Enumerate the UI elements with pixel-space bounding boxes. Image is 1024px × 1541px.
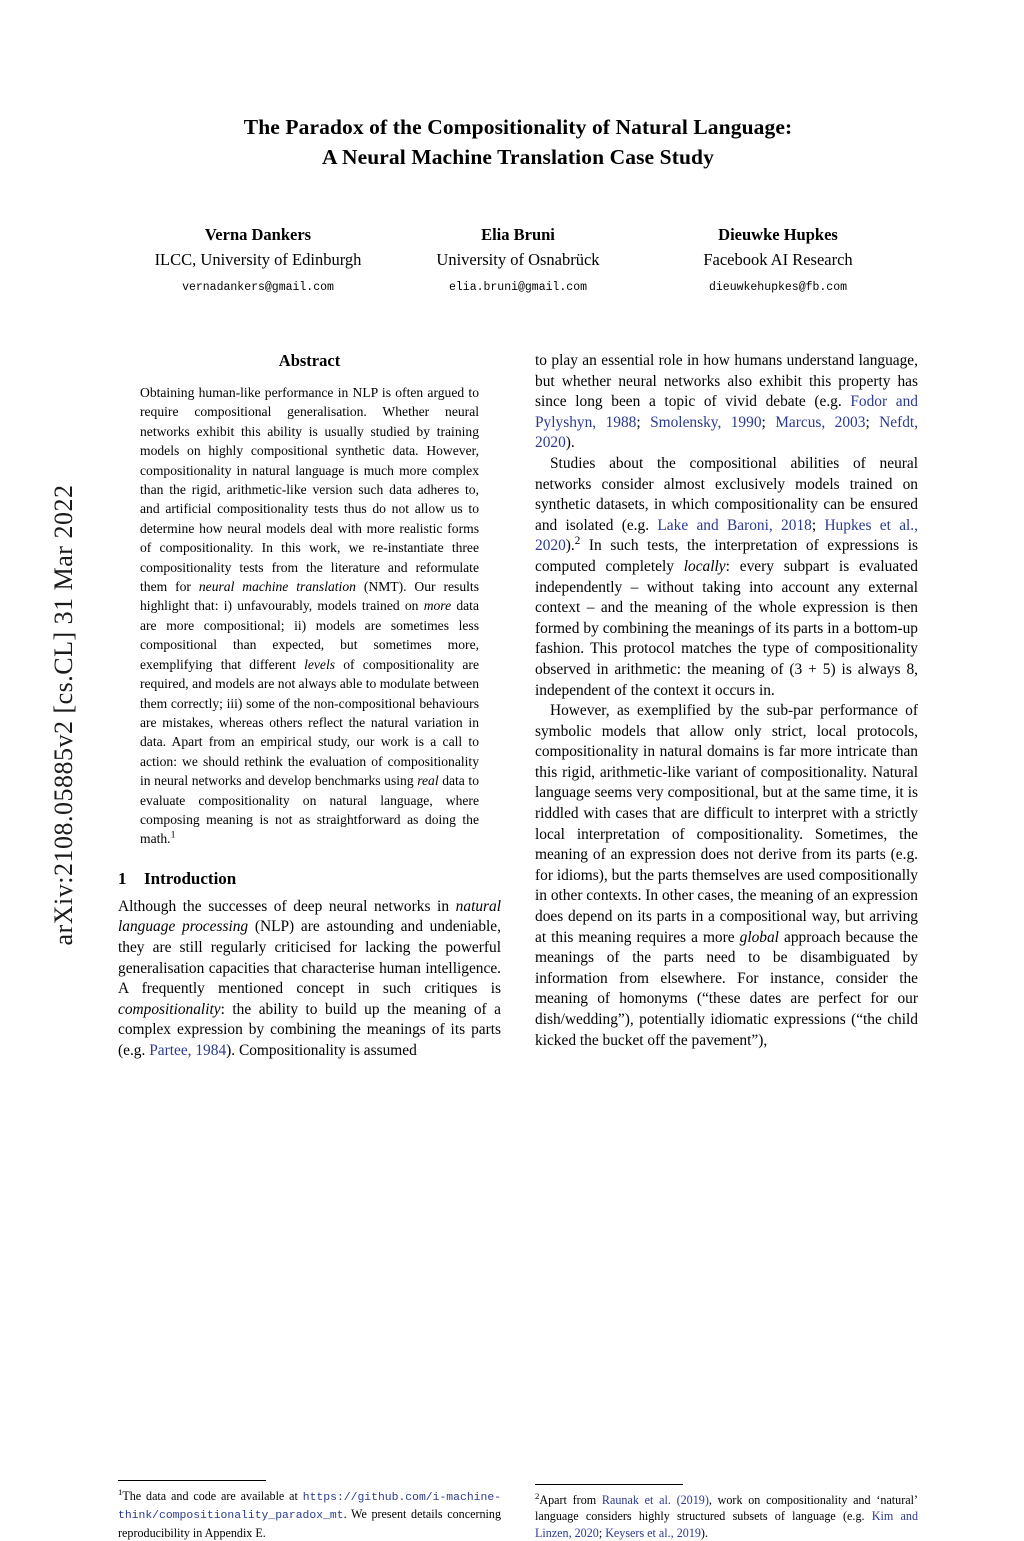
text-run: is always [835,660,907,678]
right-column [535,351,918,1541]
abstract-emph: more [423,598,452,614]
text-run: Although the successes of deep neural networks in [118,897,456,915]
citation-link[interactable]: Lake and Baroni, 2018 [657,516,812,534]
footnote-1 [118,1488,501,1541]
author-entry [128,224,388,297]
right-footnote-area [535,1472,918,1541]
footnote-marker-1[interactable]: 1 [170,829,176,841]
text-run: ; [636,413,651,431]
text-emph: locally [683,557,726,575]
text-run: ). [565,537,575,555]
citation-link[interactable]: Partee, 1984 [149,1041,227,1059]
citation-link[interactable]: Keysers et al., 2019 [605,1525,701,1540]
text-emph: natural language processing [118,897,501,936]
text-run: The data and code are available at [122,1488,303,1503]
footnote-2 [535,1492,918,1541]
abstract-part: data to evaluate compositionality on natural language, where composing meaning is not as straightforward as doing the math. [140,773,479,847]
section-title: Introduction [144,868,237,888]
author-entry [648,224,908,297]
abstract-emph: levels [304,656,336,672]
text-run: However, as exemplified by the sub-par performance of symbolic models that allow only strict, local protocols, compositionality in natural domains is far more intricate than this rigid, arithmetic-like variant of compositionality. Natural language seems very compositional, but at the same time, it is riddled with cases that are difficult to interpret with a strictly local interpretation of compositionality. Sometimes, the meaning of an expression does not derive from its parts (e.g. for idioms), but the parts themselves are used compositionally in other contexts. In other cases, the meaning of an expression does depend on its parts in a compositional way, but arriving at this meaning requires a more [535,702,918,946]
text-run: . We present details concerning reproducibility in Appendix E. [118,1507,501,1540]
text-emph: global [739,928,779,946]
text-run: In such tests, the interpretation of expressions is computed completely [535,537,918,575]
paper-content [118,112,918,1541]
paragraph-studies [535,454,918,701]
citation-link[interactable]: Kim and Linzen, 2020 [535,1509,918,1540]
text-run: to play an essential role in how humans understand language, but whether neural networks also exhibit this property has since long been a topic of vivid debate (e.g. [535,352,918,411]
footnote-marker-2[interactable]: 2 [574,535,581,548]
page-title [118,112,918,172]
abstract-part: (NMT). Our results highlight that: i) unfavourably, models trained on [140,579,479,614]
text-run: , independent of the context it occurs in. [535,660,918,699]
text-run: Studies about the compositional abilities of neural networks consider almost exclusively models trained on synthetic datasets, in which compositionality can be ensured and isolated (e.g. [535,454,918,534]
paragraph-intro-continued [535,351,918,454]
citation-link[interactable]: Nefdt, 2020 [535,413,919,452]
paragraph-intro-1 [118,897,501,1062]
abstract-part: Obtaining human-like performance in NLP is often argued to require compositional generalisation. Whether neural networks exhibit this ability is usually studied by training models on highly compositional synthetic data. However, compositionality in natural language is much more complex than the rigid, arithmetic-like version such data adheres to, and artificial compositionality tests thus do not allow us to determine how neural models deal with more realistic forms of compositionality. In this work, we re-instantiate three compositionality tests from the literature and reformulate them for [140,385,479,595]
author-email: vernadankers@gmail.com [182,281,334,294]
citation-link[interactable]: Fodor and Pylyshyn, 1988 [535,393,918,431]
text-run: ). [565,434,575,452]
left-footnote-area [118,1468,501,1541]
author-email: elia.bruni@gmail.com [448,281,588,294]
text-run: ). Compositionality is assumed [226,1041,417,1059]
footnote-divider [535,1484,683,1485]
title-line-1: The Paradox of the Compositionality of Natural Language: [243,115,793,139]
abstract-part: data are more compositional; ii) models are sometimes less compositional than expected, but sometimes more, exemplifying that different [140,598,479,672]
abstract-emph: real [417,773,439,789]
section-number: 1 [118,868,127,888]
citation-link[interactable]: Smolensky, 1990 [650,413,762,431]
author-email: dieuwkehupkes@fb.com [708,281,848,294]
footnote-number: 2 [535,1490,540,1501]
inline-math-expression: (3 + 5) [789,660,836,678]
abstract-heading: Abstract [278,351,341,370]
author-entry [388,224,648,297]
author-affiliation: ILCC, University of Edinburgh [154,250,362,269]
author-block [118,224,918,297]
text-run: Apart from [539,1492,602,1507]
text-run: approach because the meanings of the parts need to be disambiguated by information from elsewhere. For instance, consider the meaning of homonyms (“these dates are perfect for our dish/wedding”), potentially idiomatic expressions (“the child kicked the bucket off the pavement”), [535,928,919,1049]
text-run: ). [700,1525,708,1540]
body-columns [118,351,918,1541]
footnote-divider [118,1480,266,1481]
abstract-emph: neural machine translation [198,579,356,595]
left-column [118,351,501,1541]
inline-math-value: 8 [906,660,915,678]
text-run: ; [811,516,825,534]
text-emph: compositionality [118,1000,221,1018]
citation-link[interactable]: Raunak et al. (2019) [601,1492,709,1507]
text-run: ; [761,413,776,431]
citation-link[interactable]: Marcus, 2003 [775,413,866,431]
footnote-number: 1 [118,1486,123,1497]
author-name: Dieuwke Hupkes [718,225,838,244]
text-run: : the ability to build up the meaning of a complex expression by combining the meanings of its parts (e.g. [118,1000,501,1059]
section-heading-introduction [118,869,501,889]
text-run: : every subpart is evaluated independently – without taking into account any external context – and the meaning of the whole expression is then formed by combining the meanings of its parts in a bottom-up fashion. This protocol matches the type of compositionality observed in arithmetic: the meaning of [535,557,918,678]
arxiv-stamp: arXiv:2108.05885v2 [cs.CL] 31 Mar 2022 [49,484,78,946]
author-affiliation: University of Osnabrück [436,250,600,269]
title-line-2: A Neural Machine Translation Case Study [322,145,714,169]
text-run: ; [865,413,880,431]
abstract-text [118,383,501,849]
author-name: Verna Dankers [204,225,312,244]
footnote-url[interactable]: https://github.com/i-machine-think/compositionality_paradox_mt [118,1491,501,1523]
author-name: Elia Bruni [481,225,555,244]
text-run: (NLP) are astounding and undeniable, they are still regularly criticised for lacking the powerful generalisation capacities that characterise human intelligence. A frequently mentioned concept in such critiques is [118,918,501,998]
citation-link[interactable]: Hupkes et al., 2020 [535,516,918,555]
text-run: ; [598,1525,606,1540]
author-affiliation: Facebook AI Research [703,250,853,269]
abstract-part: of compositionality are required, and models are not always able to modulate between them correctly; iii) some of the non-compositional behaviours are mistakes, whereas others reflect the natural variation in data. Apart from an empirical study, our work is a call to action: we should rethink the evaluation of compositionality in neural networks and develop benchmarks using [140,656,479,789]
paragraph-however [535,701,918,1051]
text-run: , work on compositionality and ‘natural’ language considers highly structured subsets of language (e.g. [535,1492,918,1524]
